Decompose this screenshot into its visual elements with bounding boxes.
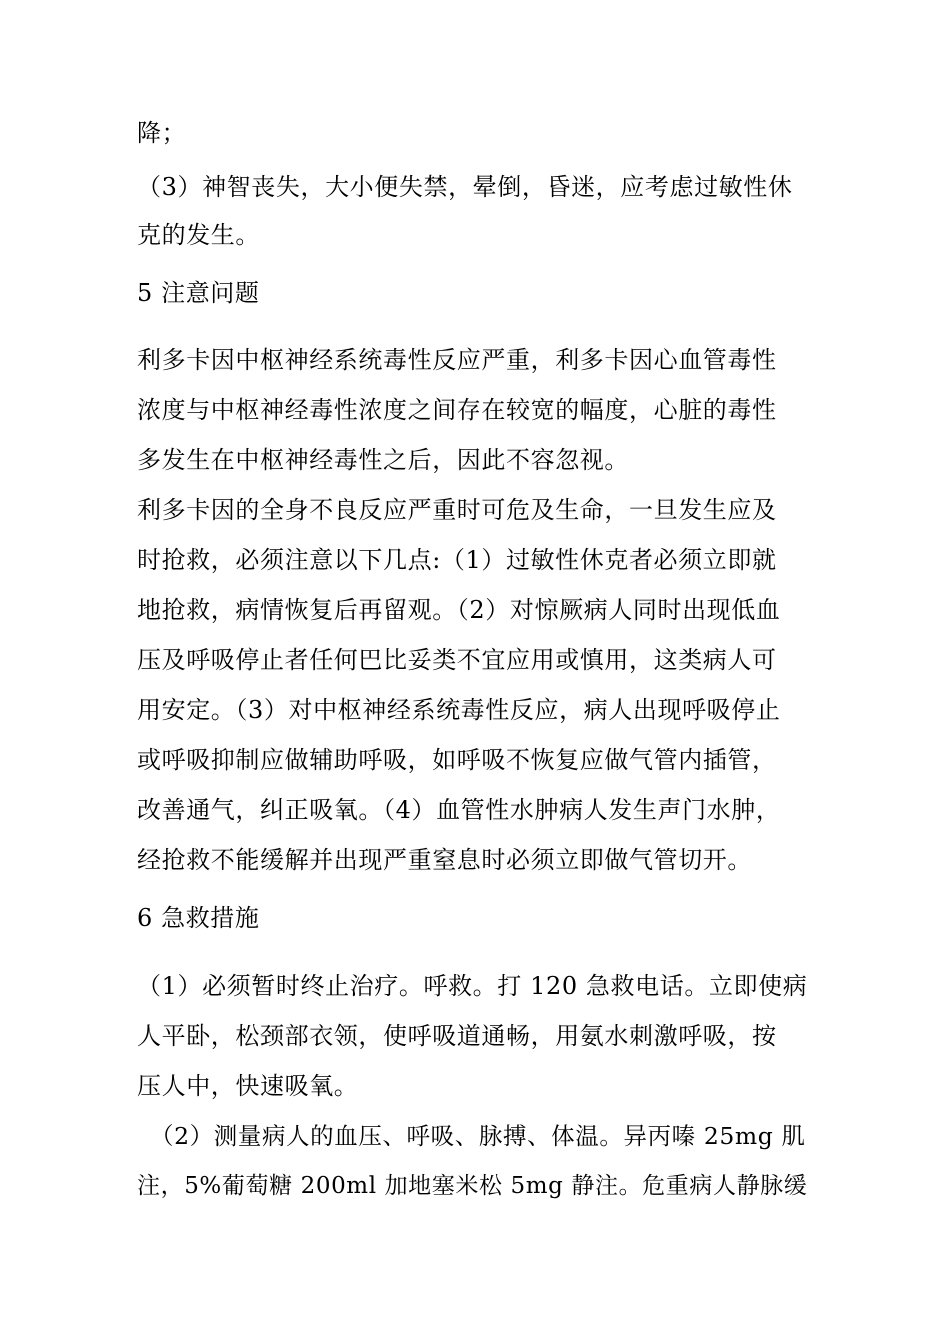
text-line: 改善通气，纠正吸氧。（4）血管性水肿病人发生声门水肿，: [137, 796, 781, 824]
section-heading: 6 急救措施: [137, 904, 260, 932]
text-line: 地抢救，病情恢复后再留观。（2）对惊厥病人同时出现低血: [137, 596, 781, 624]
text-line: 降；: [137, 119, 187, 147]
text-line: 人平卧，松颈部衣领，使呼吸道通畅，用氨水刺激呼吸，按: [137, 1022, 777, 1050]
text-line: 经抢救不能缓解并出现严重窒息时必须立即做气管切开。: [137, 846, 752, 874]
text-line: 多发生在中枢神经毒性之后，因此不容忽视。: [137, 446, 629, 474]
text-line: 压人中，快速吸氧。: [137, 1072, 359, 1100]
text-line: 压及呼吸停止者任何巴比妥类不宜应用或慎用，这类病人可: [137, 646, 777, 674]
text-line: 或呼吸抑制应做辅助呼吸，如呼吸不恢复应做气管内插管，: [137, 746, 777, 774]
text-line: 浓度与中枢神经毒性浓度之间存在较宽的幅度，心脏的毒性: [137, 396, 777, 424]
text-line: （3）神智丧失，大小便失禁，晕倒，昏迷，应考虑过敏性休: [137, 173, 793, 201]
text-line: 时抢救，必须注意以下几点:（1）过敏性休克者必须立即就: [137, 546, 777, 574]
text-line: 注，5%葡萄糖 200ml 加地塞米松 5mg 静注。危重病人静脉缓: [137, 1173, 808, 1199]
text-line: 用安定。（3）对中枢神经系统毒性反应，病人出现呼吸停止: [137, 696, 781, 724]
text-line: （1）必须暂时终止治疗。呼救。打 120 急救电话。立即使病: [137, 972, 808, 1000]
section-heading: 5 注意问题: [137, 279, 260, 307]
text-line: （2）测量病人的血压、呼吸、脉搏、体温。异丙嗪 25mg 肌: [150, 1122, 806, 1150]
text-line: 利多卡因中枢神经系统毒性反应严重，利多卡因心血管毒性: [137, 346, 777, 374]
text-line: 克的发生。: [137, 221, 260, 249]
text-line: 利多卡因的全身不良反应严重时可危及生命，一旦发生应及: [137, 496, 777, 524]
